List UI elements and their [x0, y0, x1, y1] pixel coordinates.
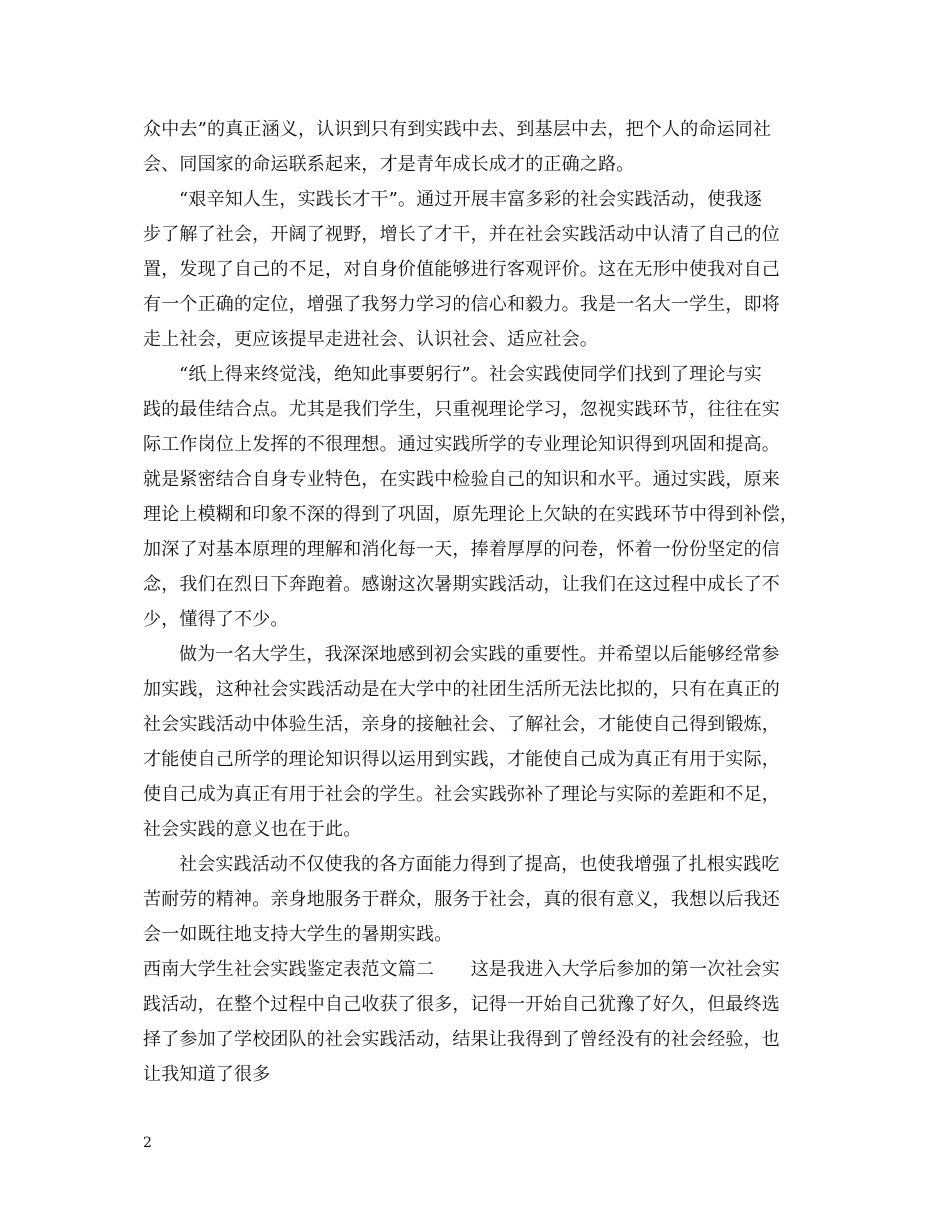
- text-line: 让我知道了很多: [143, 1064, 271, 1085]
- text-line: 念，我们在烈日下奔跑着。感谢这次暑期实践活动，让我们在这过程中成长了不: [143, 574, 780, 595]
- text-line: 西南大学生社会实践鉴定表范文篇二 这是我进入大学后参加的第一次社会实: [143, 959, 780, 980]
- text-line: 加实践，这种社会实践活动是在大学中的社团生活所无法比拟的，只有在真正的: [143, 679, 780, 700]
- text-line: 择了参加了学校团队的社会实践活动，结果让我得到了曾经没有的社会经验，也: [143, 1029, 780, 1050]
- text-line: 社会实践活动中体验生活，亲身的接触社会、了解社会，才能使自己得到锻炼，: [143, 714, 780, 735]
- text-line: 社会实践活动不仅使我的各方面能力得到了提高，也使我增强了扎根实践吃: [179, 854, 780, 875]
- text-line: “纸上得来终觉浅，绝知此事要躬行”。社会实践使同学们找到了理论与实: [179, 364, 763, 385]
- text-line: 践的最佳结合点。尤其是我们学生，只重视理论学习，忽视实践环节，往往在实: [143, 399, 780, 420]
- text-line: 使自己成为真正有用于社会的学生。社会实践弥补了理论与实际的差距和不足，: [143, 784, 780, 805]
- text-line: 理论上模糊和印象不深的得到了巩固，原先理论上欠缺的在实践环节中得到补偿，: [143, 504, 799, 525]
- text-line: 苦耐劳的精神。亲身地服务于群众，服务于社会，真的很有意义，我想以后我还: [143, 889, 780, 910]
- page-number: 2: [143, 1135, 152, 1151]
- text-line: 才能使自己所学的理论知识得以运用到实践，才能使自己成为真正有用于实际，: [143, 749, 780, 770]
- text-line: 置，发现了自己的不足，对自身价值能够进行客观评价。这在无形中使我对自己: [143, 259, 780, 280]
- text-line: 就是紧密结合自身专业特色，在实践中检验自己的知识和水平。通过实践，原来: [143, 469, 780, 490]
- text-line: 会一如既往地支持大学生的暑期实践。: [143, 924, 453, 945]
- body-text: [143, 112, 813, 1092]
- text-line: 走上社会，更应该提早走进社会、认识社会、适应社会。: [143, 329, 598, 350]
- text-line: 加深了对基本原理的理解和消化每一天，捧着厚厚的问卷，怀着一份份坚定的信: [143, 539, 780, 560]
- text-line: 众中去”的真正涵义，认识到只有到实践中去、到基层中去，把个人的命运同社: [143, 119, 772, 140]
- text-line: 步了解了社会，开阔了视野，增长了才干，并在社会实践活动中认清了自己的位: [143, 224, 780, 245]
- text-line: 际工作岗位上发挥的不很理想。通过实践所学的专业理论知识得到巩固和提高。: [143, 434, 780, 455]
- text-line: 践活动，在整个过程中自己收获了很多，记得一开始自己犹豫了好久，但最终选: [143, 994, 780, 1015]
- text-line: “艰辛知人生，实践长才干”。通过开展丰富多彩的社会实践活动，使我逐: [179, 189, 763, 210]
- text-line: 做为一名大学生，我深深地感到初会实践的重要性。并希望以后能够经常参: [179, 644, 780, 665]
- text-line: 有一个正确的定位，增强了我努力学习的信心和毅力。我是一名大一学生，即将: [143, 294, 780, 315]
- text-line: 社会实践的意义也在于此。: [143, 819, 362, 840]
- text-line: 会、同国家的命运联系起来，才是青年成长成才的正确之路。: [143, 154, 635, 175]
- text-line: 少，懂得了不少。: [143, 609, 289, 630]
